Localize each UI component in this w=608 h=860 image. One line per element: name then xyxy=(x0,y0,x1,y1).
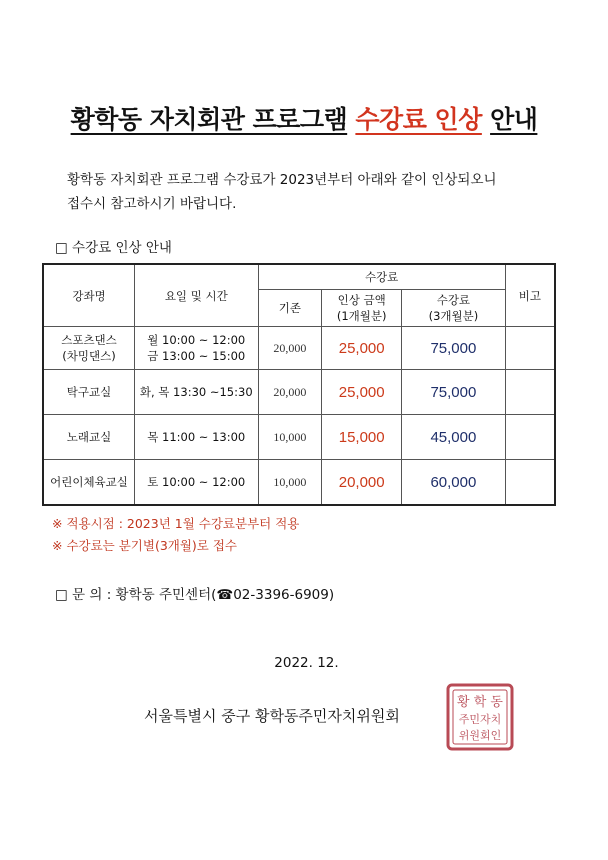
existing-fee: 10,000 xyxy=(258,460,322,506)
existing-fee: 20,000 xyxy=(258,370,322,415)
course-cell: 탁구교실 xyxy=(43,370,135,415)
existing-fee: 10,000 xyxy=(258,415,322,460)
header-increase xyxy=(322,290,402,327)
schedule-line2: 금 13:00 ~ 15:00 xyxy=(147,349,246,363)
title-part1: 황학동 자치회관 프로그램 xyxy=(70,105,348,134)
schedule-cell: 목 11:00 ~ 13:00 xyxy=(135,415,258,460)
svg-text:위원회인: 위원회인 xyxy=(458,729,502,742)
header-schedule: 요일 및 시간 xyxy=(135,264,258,327)
title-part2: 안내 xyxy=(490,105,538,134)
schedule-cell: 토 10:00 ~ 12:00 xyxy=(135,460,258,506)
header-remarks: 비고 xyxy=(505,264,555,327)
document-title xyxy=(0,100,608,136)
existing-fee: 20,000 xyxy=(258,327,322,370)
table-row xyxy=(43,327,555,370)
quarter-fee: 75,000 xyxy=(402,327,506,370)
table-row xyxy=(43,370,555,415)
quarter-fee: 60,000 xyxy=(402,460,506,506)
section-heading: □ 수강료 인상 안내 xyxy=(55,240,172,256)
intro-line-1: 황학동 자치회관 프로그램 수강료가 2023년부터 아래와 같이 인상되오니 xyxy=(67,172,497,188)
intro-line-2: 접수시 참고하시기 바랍니다. xyxy=(67,196,237,212)
header-fee3 xyxy=(402,290,506,327)
schedule-cell: 화, 목 13:30 ~15:30 xyxy=(135,370,258,415)
remarks-cell xyxy=(505,327,555,370)
course-cell xyxy=(43,327,135,370)
increase-fee: 25,000 xyxy=(322,327,402,370)
schedule-cell xyxy=(135,327,258,370)
quarter-fee: 45,000 xyxy=(402,415,506,460)
notes xyxy=(52,513,299,557)
remarks-cell xyxy=(505,370,555,415)
increase-fee: 25,000 xyxy=(322,370,402,415)
title-highlight: 수강료 인상 xyxy=(355,105,482,134)
course-name: 스포츠댄스 xyxy=(61,333,117,347)
note-application-date: ※ 적용시점 : 2023년 1월 수강료분부터 적용 xyxy=(52,516,300,531)
header-existing: 기존 xyxy=(258,290,322,327)
header-fee-group: 수강료 xyxy=(258,264,505,290)
course-subname: (차밍댄스) xyxy=(62,349,116,363)
header-increase-line1: 인상 금액 xyxy=(337,293,386,307)
header-fee3-line2: (3개월분) xyxy=(428,309,479,323)
svg-text:주민자치: 주민자치 xyxy=(458,713,502,726)
header-fee3-line1: 수강료 xyxy=(436,293,471,307)
note-quarterly: ※ 수강료는 분기별(3개월)로 접수 xyxy=(52,538,238,553)
table-row xyxy=(43,460,555,506)
remarks-cell xyxy=(505,415,555,460)
increase-fee: 20,000 xyxy=(322,460,402,506)
remarks-cell xyxy=(505,460,555,506)
increase-fee: 15,000 xyxy=(322,415,402,460)
organization-name: 서울특별시 중구 황학동주민자치위원회 xyxy=(144,707,400,725)
header-increase-line2: (1개월분) xyxy=(336,309,387,323)
svg-text:황 학 동: 황 학 동 xyxy=(457,695,503,710)
header-course: 강좌명 xyxy=(43,264,135,327)
table-row xyxy=(43,415,555,460)
intro-paragraph xyxy=(67,168,567,216)
schedule-line1: 월 10:00 ~ 12:00 xyxy=(147,333,246,347)
quarter-fee: 75,000 xyxy=(402,370,506,415)
course-cell: 노래교실 xyxy=(43,415,135,460)
contact-info: □ 문 의 : 황학동 주민센터(☎02-3396-6909) xyxy=(55,587,335,603)
fee-table xyxy=(42,263,556,506)
official-seal-icon xyxy=(445,682,515,752)
course-cell: 어린이체육교실 xyxy=(43,460,135,506)
table-header-row xyxy=(43,264,555,290)
issue-date: 2022. 12. xyxy=(274,655,339,671)
